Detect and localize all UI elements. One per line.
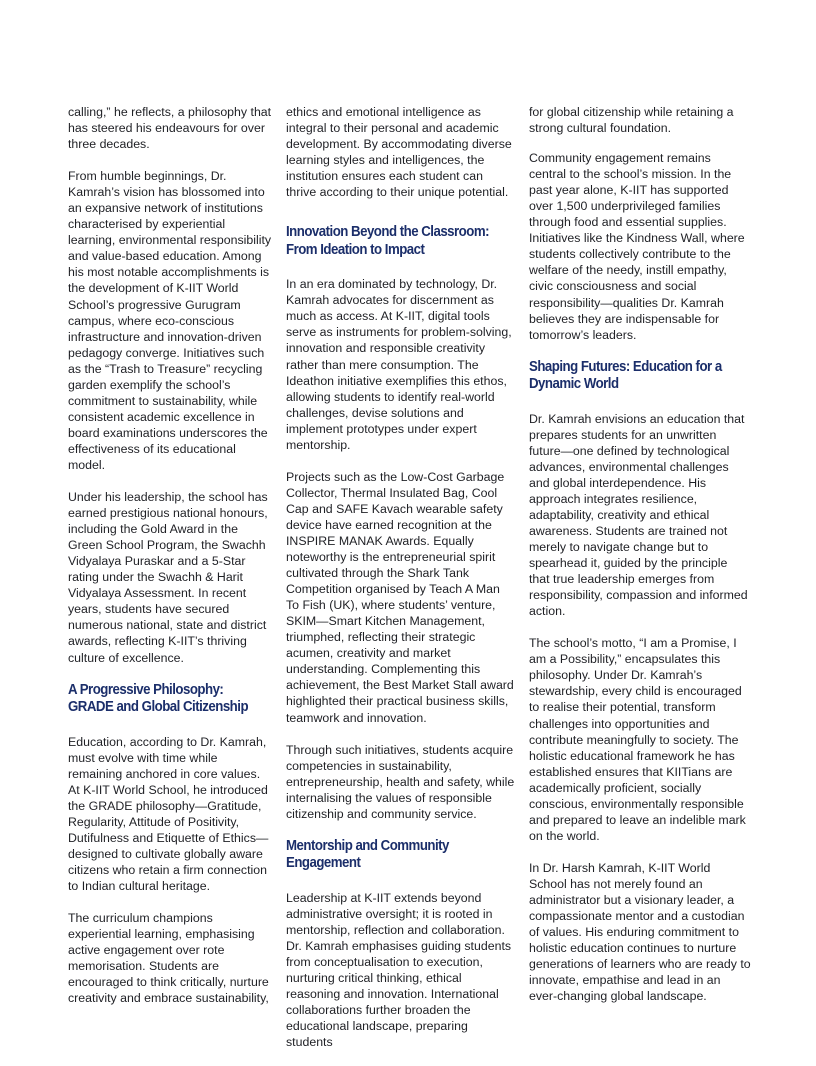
paragraph: The curriculum champions experiential learning, emphasising active engagement over rote memorisation. Students are encouraged to think critically, nurture creativity and embrace sustainability, <box>68 911 269 1006</box>
section-heading: Shaping Futures: Education for a Dynamic World <box>529 358 722 393</box>
paragraph: The school’s motto, “I am a Promise, I am a Possibility,” encapsulates this philosophy. Under Dr. Kamrah’s stewardship, every child is encouraged to realise their potential, transform challenges into opportunities and contribute meaningfully to society. The holistic educational framework he has established ensures that KIITians are academically proficient, socially conscious, environmentally responsible and prepared to leave an indelible mark on the world. <box>529 636 746 843</box>
paragraph: Through such initiatives, students acquire competencies in sustainability, entrepreneurship, health and safety, while internalising the values of responsible citizenship and community service. <box>286 742 515 821</box>
paragraph: calling,” he reflects, a philosophy that has steered his endeavours for over three decades. <box>68 105 272 152</box>
paragraph: Dr. Kamrah envisions an education that prepares students for an unwritten future—one defined by technological advances, environmental challenges and global interdependence. His approach integrates resilience, adaptability, creativity and ethical awareness. Students are trained not merely to navigate change but to spearhead it, guided by the principle that true leadership emerges from responsibility, compassion and informed action. <box>529 411 748 619</box>
paragraph: Projects such as the Low-Cost Garbage Collector, Thermal Insulated Bag, Cool Cap and SAFE Kavach wearable safety device have earned recognition at the INSPIRE MANAK Awards. Equally noteworthy is the entrepreneurial spirit cultivated through the Shark Tank Competition organised by Teach A Man To Fish (UK), where students’ venture, SKIM—Smart Kitchen Management, triumphed, reflecting their strategic acumen, creativity and market understanding. Complementing this achievement, the Best Market Stall award highlighted their practical business skills, teamwork and innovation. <box>286 469 514 725</box>
section-heading: Mentorship and Community Engagement <box>286 837 449 872</box>
paragraph: In Dr. Harsh Kamrah, K-IIT World School has not merely found an administrator but a visionary leader, a compassionate mentor and a custodian of values. His enduring commitment to holistic education continues to nurture generations of learners who are ready to innovate, empathise and lead in an ever-changing global landscape. <box>529 860 751 1004</box>
paragraph: Leadership at K-IIT extends beyond administrative oversight; it is rooted in mentorship, reflection and collaboration. Dr. Kamrah emphasises guiding students from conceptualisation to execution, nurturing critical thinking, ethical reasoning and innovation. International collaborations further broaden the educational landscape, preparing students <box>286 890 512 1050</box>
paragraph: Community engagement remains central to the school’s mission. In the past year alone, K-IIT has supported over 1,500 underprivileged families through food and essential supplies. Initiatives like the Kindness Wall, where students collectively contribute to the welfare of the needy, instill empathy, civic consciousness and social responsibility—qualities Dr. Kamrah believes they are indispensable for tomorrow’s leaders. <box>529 151 745 342</box>
article-column-3 <box>529 104 751 1020</box>
paragraph: In an era dominated by technology, Dr. Kamrah advocates for discernment as much as access. At K-IIT, digital tools serve as instruments for problem-solving, innovation and responsible creativity rather than mere consumption. The Ideathon initiative exemplifies this ethos, allowing students to identify real-world challenges, devise solutions and implement prototypes under expert mentorship. <box>286 277 512 452</box>
article-column-2 <box>286 104 516 1066</box>
section-heading: Innovation Beyond the Classroom: From Ideation to Impact <box>286 224 490 258</box>
paragraph: for global citizenship while retaining a strong cultural foundation. <box>529 105 734 136</box>
paragraph: Under his leadership, the school has earned prestigious national honours, including the Gold Award in the Green School Program, the Swachh Vidyalaya Puraskar and a 5-Star rating under the Swachh & Harit Vidyalaya Assessment. In recent years, students have secured numerous national, state and district awards, reflecting K-IIT’s thriving culture of excellence. <box>68 490 268 665</box>
paragraph: ethics and emotional intelligence as integral to their personal and academic development. By accommodating diverse learning styles and intelligences, the institution ensures each student can thrive according to their unique potential. <box>286 105 512 200</box>
paragraph: Education, according to Dr. Kamrah, must evolve with time while remaining anchored in core values. At K-IIT World School, he introduced the GRADE philosophy—Gratitude, Regularity, Attitude of Positivity, Dutifulness and Etiquette of Ethics—designed to cultivate globally aware citizens who retain a firm connection to Indian cultural heritage. <box>68 734 269 893</box>
article-column-1 <box>68 104 274 1022</box>
paragraph: From humble beginnings, Dr. Kamrah’s vision has blossomed into an expansive network of institutions characterised by experiential learning, environmental responsibility and value-based education. Among his most notable accomplishments is the development of K-IIT World School’s progressive Gurugram campus, where eco-conscious infrastructure and innovation-driven pedagogy converge. Initiatives such as the “Trash to Treasure” recycling garden exemplify the school’s commitment to sustainability, while consistent academic excellence in board examinations underscores the effectiveness of its educational model. <box>68 169 272 472</box>
section-heading: A Progressive Philosophy: GRADE and Global Citizenship <box>68 681 249 716</box>
